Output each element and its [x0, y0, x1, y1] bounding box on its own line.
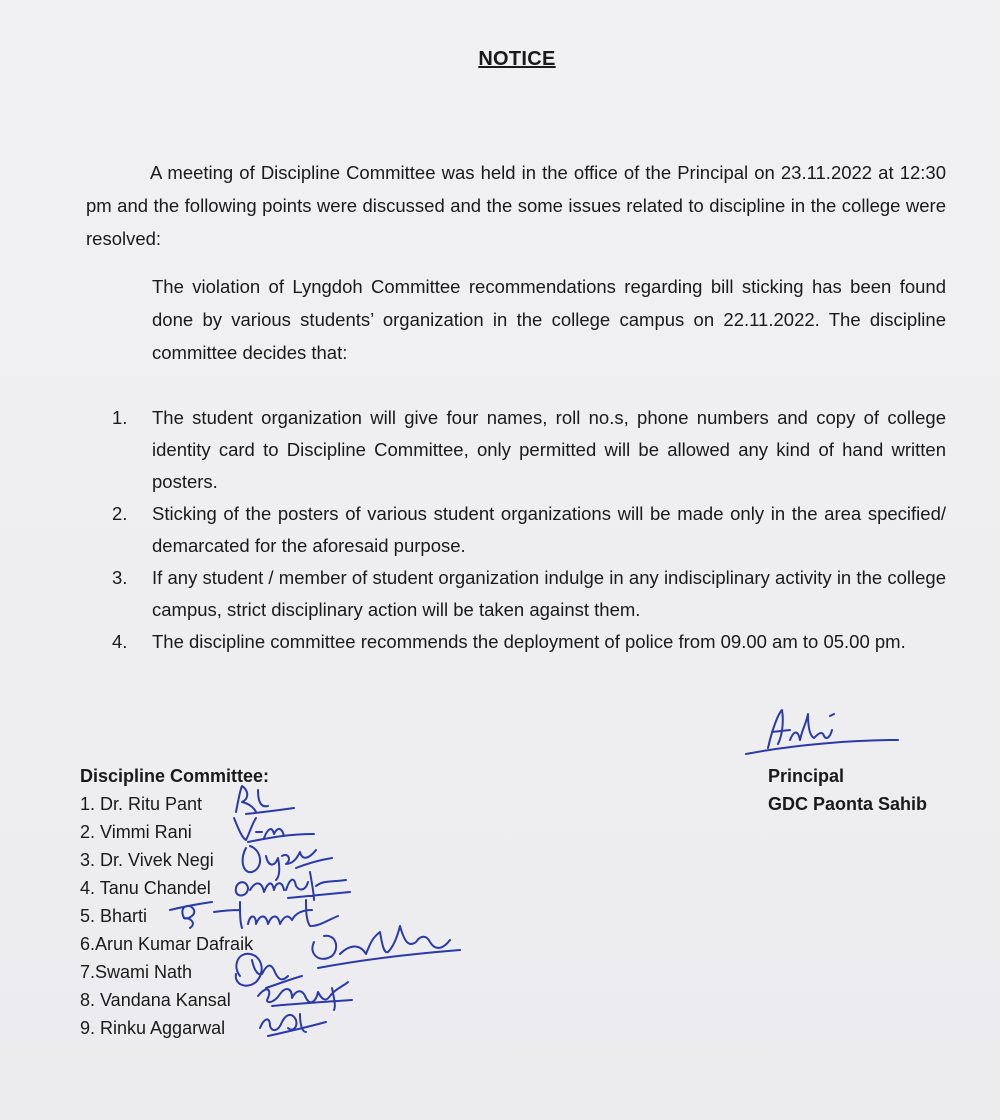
violation-paragraph: The violation of Lyngdoh Committee recommendations regarding bill sticking has been found done by various students’ organization in the college campus on 22.11.2022. The discipline committee decides that: [152, 276, 946, 363]
notice-title: NOTICE [478, 48, 556, 70]
list-item-text: If any student / member of student organization indulge in any indisciplinary activity in the college campus, strict disciplinary action will be taken against them. [152, 567, 946, 620]
committee-member: 4. Tanu Chandel [80, 878, 211, 898]
list-item [112, 562, 946, 626]
decision-list [112, 402, 946, 658]
committee-member: 9. Rinku Aggarwal [80, 1018, 226, 1038]
committee-member: 3. Dr. Vivek Negi [80, 850, 214, 870]
committee-member: 1. Dr. Ritu Pant [80, 794, 203, 814]
list-item-number: 2. [112, 503, 128, 524]
committee-heading: Discipline Committee: [80, 766, 270, 786]
intro-paragraph: A meeting of Discipline Committee was held in the office of the Principal on 23.11.2022 at 12:30 pm and the following points were discussed and the some issues related to discipline in the college were resolved: [86, 162, 946, 249]
list-item [112, 402, 946, 498]
list-item-number: 4. [112, 631, 128, 652]
committee-member: 2. Vimmi Rani [80, 822, 192, 842]
list-item-number: 3. [112, 567, 128, 588]
committee-member: 8. Vandana Kansal [80, 990, 231, 1010]
committee-member: 7.Swami Nath [80, 962, 193, 982]
member-signature-9 [252, 1002, 332, 1042]
member-signature-6 [300, 914, 470, 974]
list-item-number: 1. [112, 407, 128, 428]
list-item-text: The student organization will give four names, roll no.s, phone numbers and copy of college identity card to Discipline Committee, only permitted will be allowed any kind of hand written posters. [152, 407, 946, 492]
list-item [112, 498, 946, 562]
committee-member: 5. Bharti [80, 906, 148, 926]
committee-member: 6.Arun Kumar Dafraik [80, 934, 254, 954]
list-item-text: The discipline committee recommends the deployment of police from 09.00 am to 05.00 pm. [152, 631, 906, 652]
principal-signature [738, 700, 908, 760]
list-item-text: Sticking of the posters of various student organizations will be made only in the area specified/ demarcated for the aforesaid purpose. [152, 503, 946, 556]
signatory-block [768, 762, 927, 818]
list-item [112, 626, 946, 658]
signatory-title: Principal [768, 766, 845, 786]
signatory-institution: GDC Paonta Sahib [768, 794, 928, 814]
